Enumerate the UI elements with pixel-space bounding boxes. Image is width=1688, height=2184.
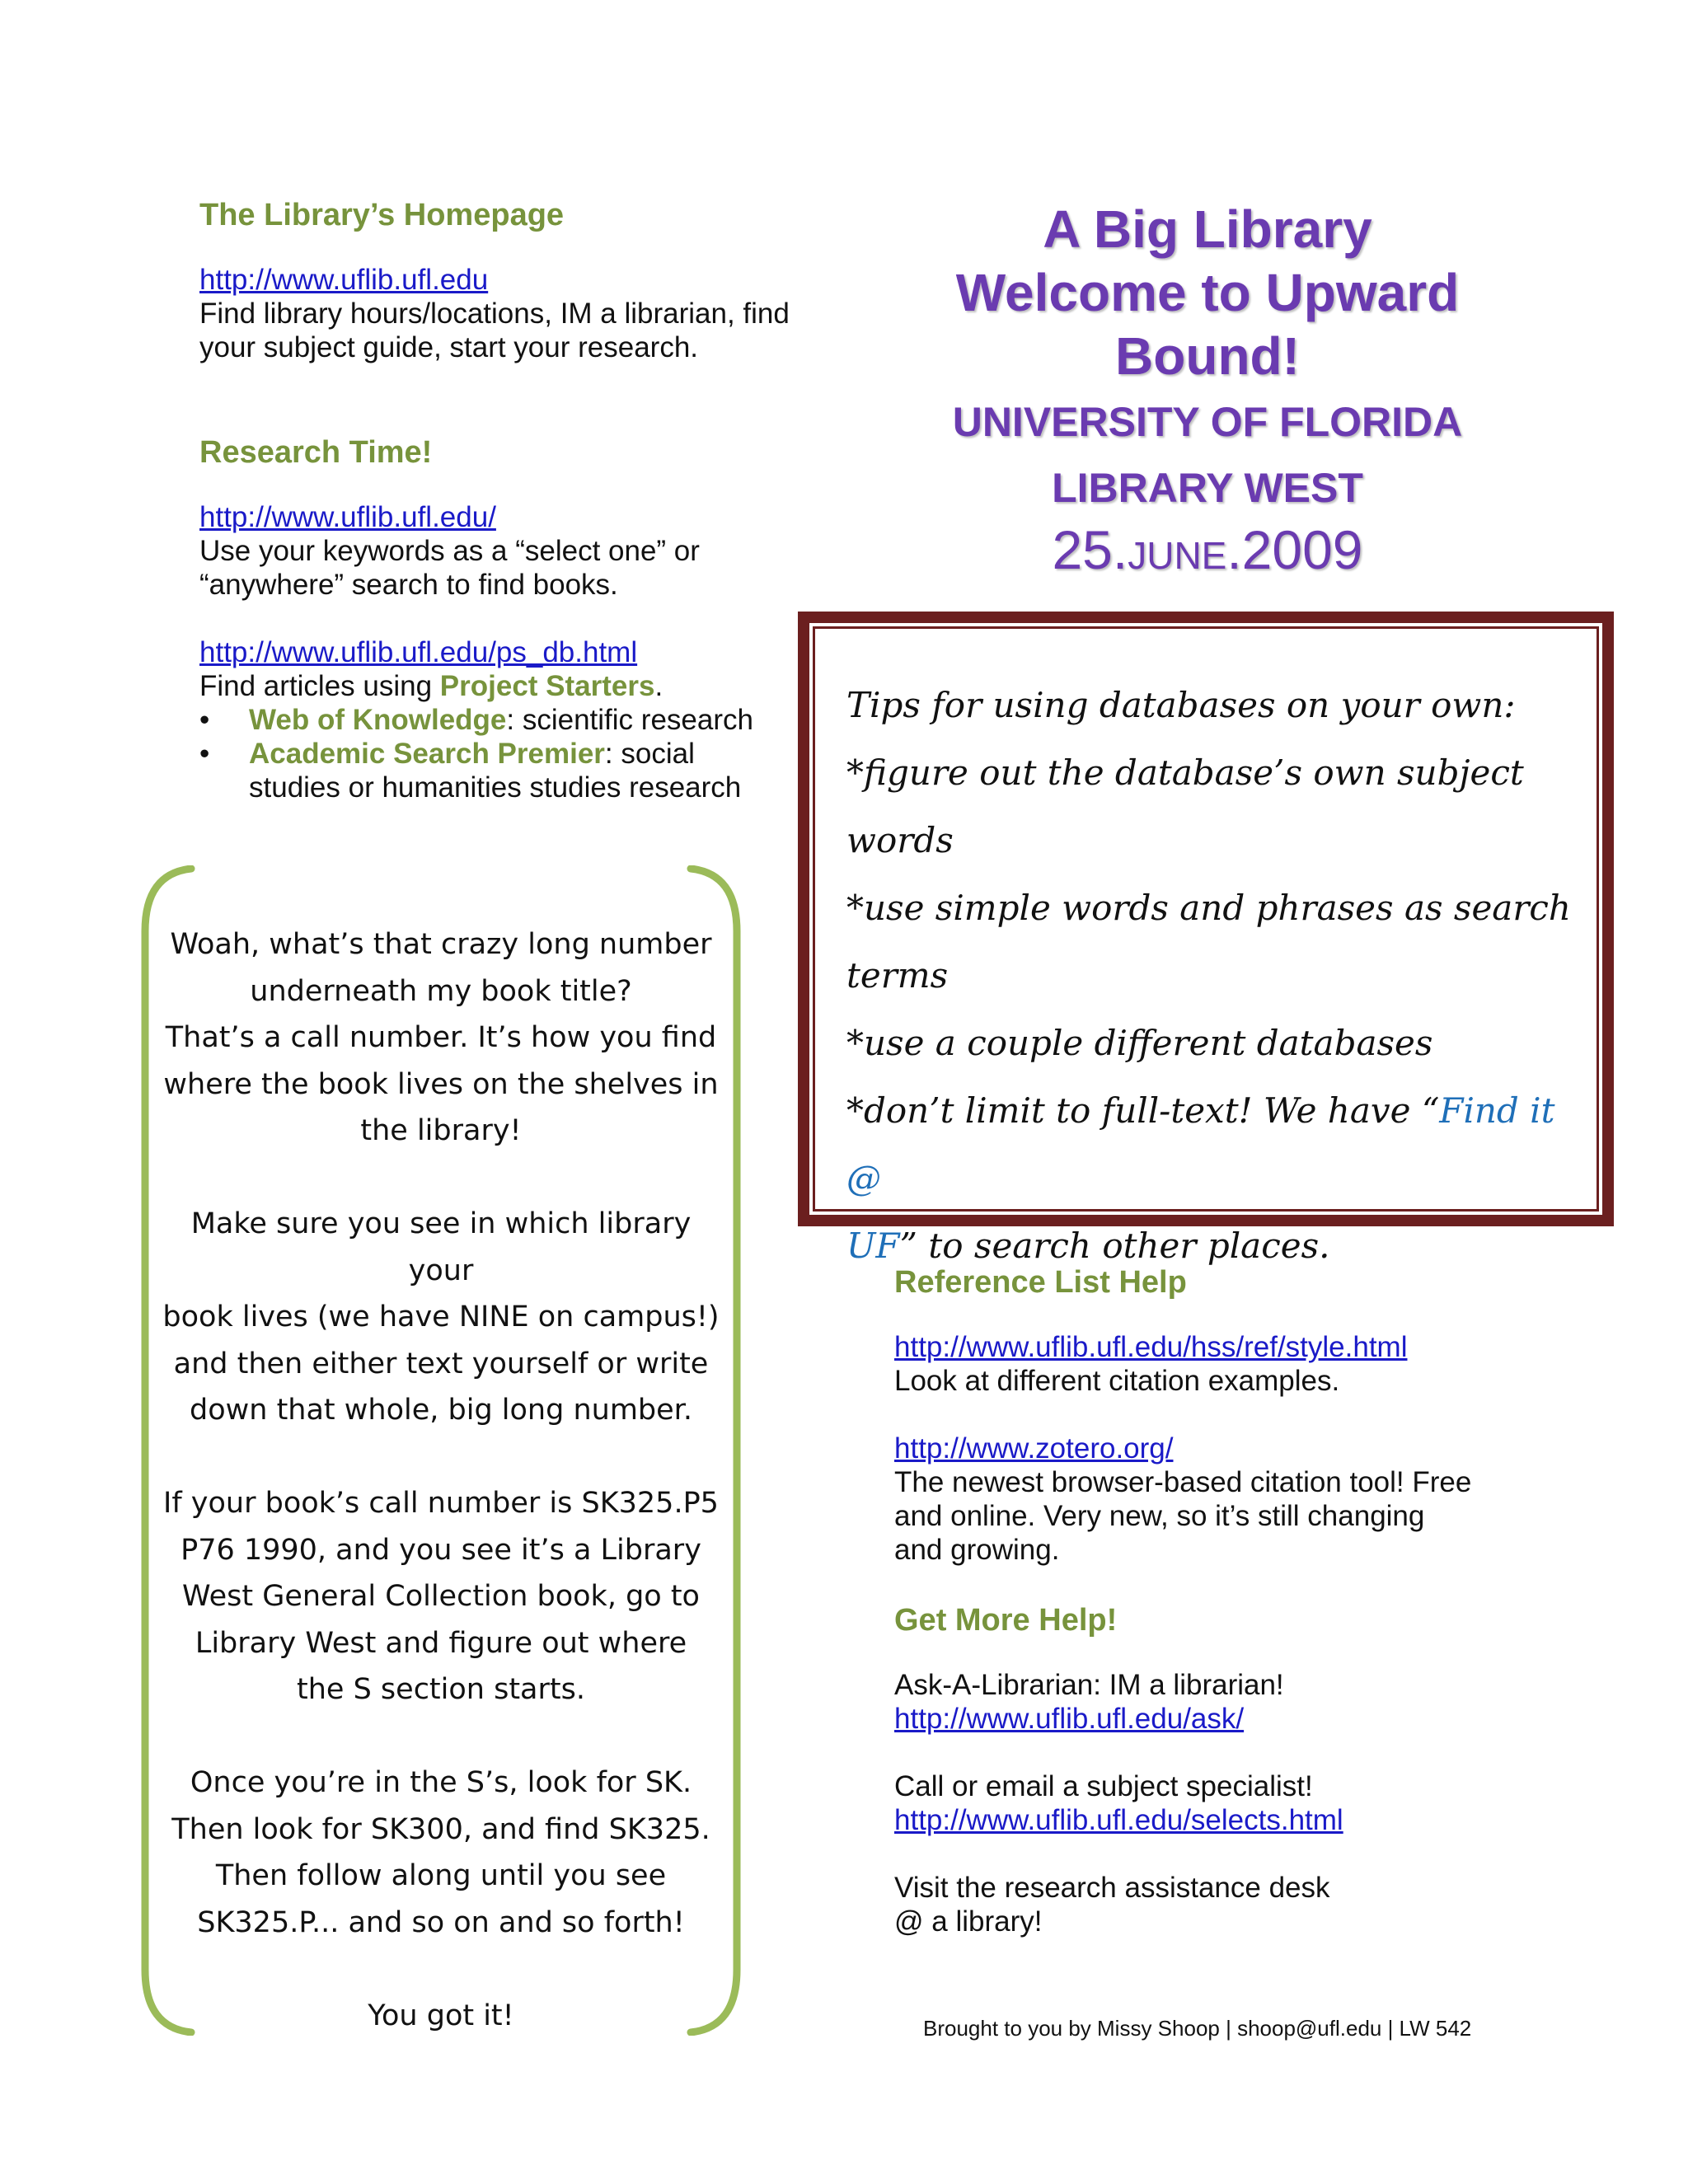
- research-heading: Research Time!: [199, 435, 433, 470]
- database-item: • Web of Knowledge: scientific research: [199, 703, 826, 737]
- institution-name: UNIVERSITY OF FLORIDA: [952, 399, 1463, 445]
- database-item: • Academic Search Premier: social studies or humanities studies research: [199, 737, 826, 804]
- research-link-databases[interactable]: http://www.uflib.ufl.edu/ps_db.html: [199, 636, 638, 668]
- reference-heading: Reference List Help: [894, 1265, 1187, 1300]
- event-date: 25.JUNE.2009: [1052, 519, 1363, 580]
- citation-style-link[interactable]: http://www.uflib.ufl.edu/hss/ref/style.html: [894, 1331, 1408, 1363]
- footer-credit: Brought to you by Missy Shoop | shoop@ufl.edu | LW 542: [923, 2016, 1472, 2041]
- ask-librarian-link[interactable]: http://www.uflib.ufl.edu/ask/: [894, 1703, 1245, 1735]
- help-heading: Get More Help!: [894, 1603, 1118, 1638]
- zotero-link[interactable]: http://www.zotero.org/: [894, 1432, 1174, 1465]
- homepage-desc-line1: Find library hours/locations, IM a librarian, find: [199, 298, 790, 330]
- tips-text: Tips for using databases on your own: *figure out the database’s own subject words *use simple words and phrases as search terms *use a couple different databases *don’t limit to full-text! We have “Find it @ UF” to search other places.: [846, 685, 1571, 1266]
- database-name: Web of Knowledge: [249, 704, 507, 736]
- reference-section: Reference List Help http://www.uflib.ufl.edu/hss/ref/style.html Look at different citation examples. http://www.zotero.org/ The newest browser-based citation tool! Free and online. Very new, so it’s still changing and growing.: [894, 1265, 1636, 1567]
- articles-line: Find articles using Project Starters.: [199, 670, 663, 702]
- find-it-link-cont[interactable]: UF: [846, 1226, 900, 1266]
- homepage-section: [199, 198, 826, 364]
- library-name: LIBRARY WEST: [1052, 465, 1363, 511]
- research-link-catalog[interactable]: http://www.uflib.ufl.edu/: [199, 501, 496, 533]
- you-got-it: You got it!: [368, 1999, 514, 2032]
- page-title: A Big Library Welcome to Upward Bound! UNIVERSITY OF FLORIDA LIBRARY WEST 25.JUNE.2009: [857, 198, 1558, 585]
- homepage-heading: The Library’s Homepage: [199, 198, 565, 232]
- homepage-desc-line2: your subject guide, start your research.: [199, 331, 699, 363]
- research-desc-line1: Use your keywords as a “select one” or: [199, 535, 700, 567]
- call-number-explainer: Woah, what’s that crazy long number underneath my book title? That’s a call number. It’s how you find where the book lives on the shelves in the library! Make sure you see in which library your book lives (we have NINE on campus!) and then either text yourself or write down that whole, big long number. If your book’s call number is SK325.P5 P76 1990, and you see it’s a Library West General Collection book, go to Library West and figure out where the S section starts. Once you’re in the S’s, look for SK. Then look for SK300, and find SK325. Then follow along until you see SK325.P... and so on and so forth! You got it!: [161, 921, 721, 2039]
- database-list: [199, 703, 826, 804]
- project-starters-label: Project Starters: [439, 670, 655, 702]
- research-desc-line2: “anywhere” search to find books.: [199, 569, 618, 601]
- help-section: Get More Help! Ask-A-Librarian: IM a librarian! http://www.uflib.ufl.edu/ask/ Call or email a subject specialist! http://www.uflib.ufl.edu/selects.html Visit the research assistance desk @ a library!: [894, 1603, 1636, 1938]
- homepage-link[interactable]: http://www.uflib.ufl.edu: [199, 264, 489, 296]
- subject-specialist-link[interactable]: http://www.uflib.ufl.edu/selects.html: [894, 1804, 1343, 1836]
- database-name: Academic Search Premier: [249, 738, 605, 770]
- research-section: [199, 435, 826, 804]
- find-it-link[interactable]: Find it @: [846, 1090, 1555, 1198]
